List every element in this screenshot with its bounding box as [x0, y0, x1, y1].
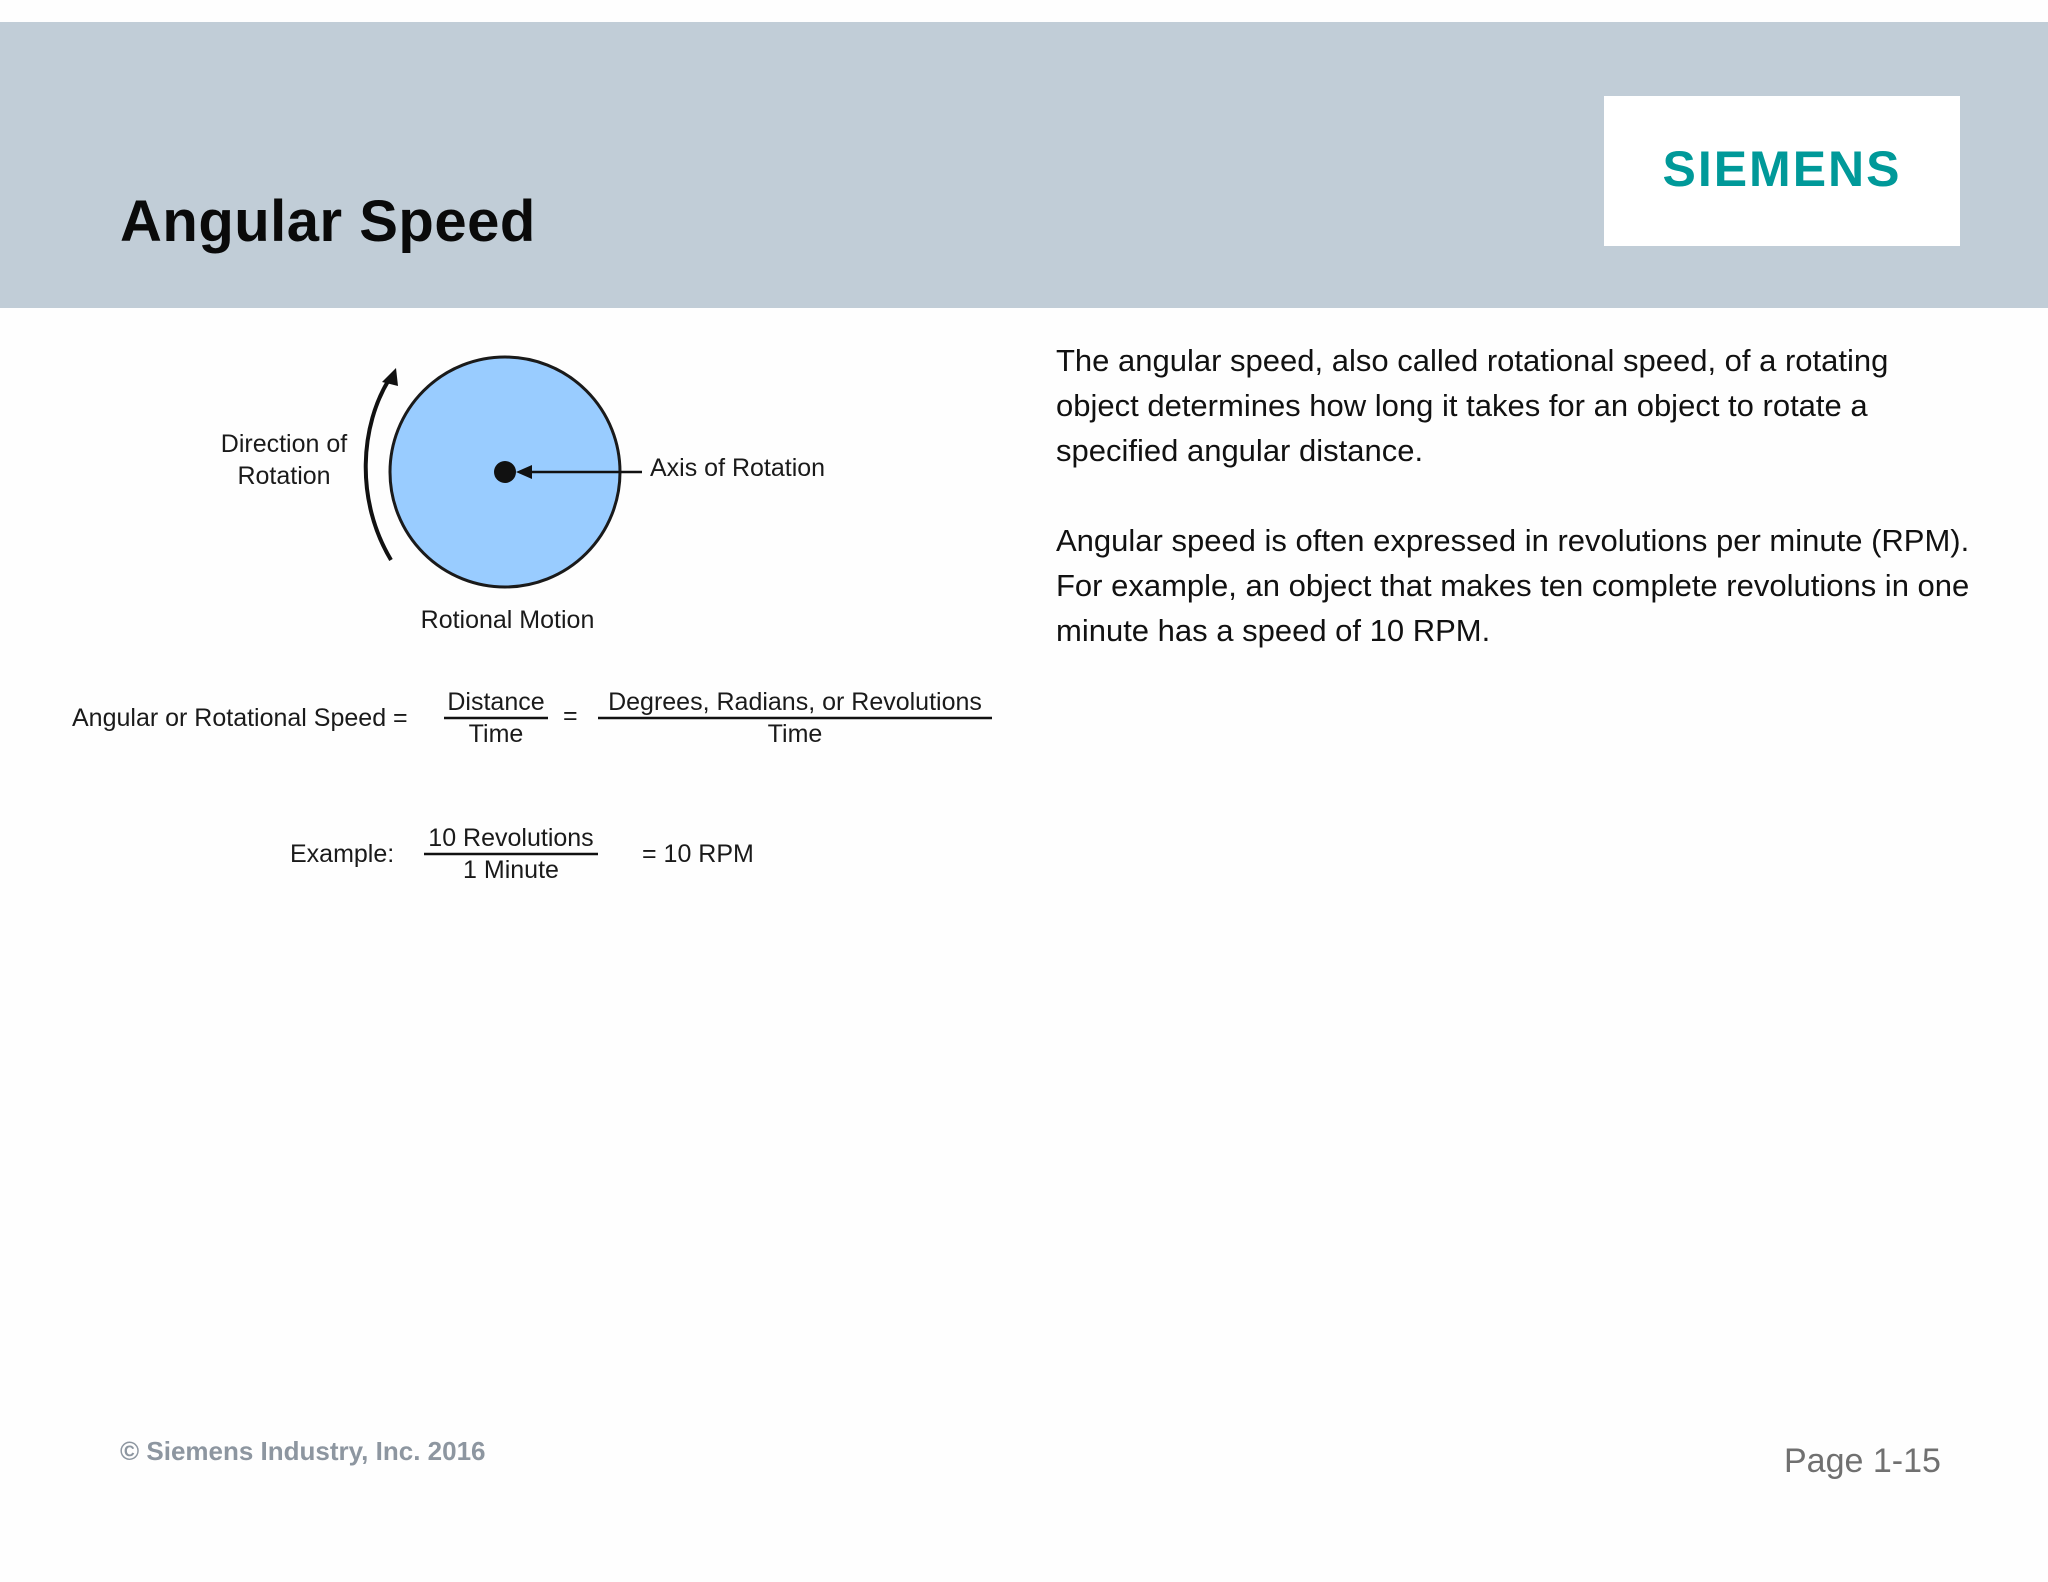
- example-denominator: 1 Minute: [463, 856, 559, 884]
- body-paragraph-2: Angular speed is often expressed in revolutions per minute (RPM). For example, an object that makes ten complete revolutions in one minute has a speed of 10 RPM.: [1056, 523, 1970, 648]
- body-text: [1056, 338, 1976, 698]
- direction-label-line2: Rotation: [237, 462, 331, 490]
- rotation-arrowhead-icon: [382, 368, 398, 386]
- formula-lhs: Angular or Rotational Speed =: [72, 704, 408, 732]
- formula-equals: =: [563, 702, 578, 730]
- example-numerator: 10 Revolutions: [428, 824, 594, 852]
- axis-dot: [494, 461, 516, 483]
- logo-wordmark: SIEMENS: [1662, 141, 1902, 197]
- footer-page-number: Page 1-15: [1784, 1442, 1941, 1480]
- rotation-diagram: [0, 320, 1040, 920]
- siemens-logo: [1604, 96, 1960, 246]
- rotation-direction-arc: [366, 378, 391, 560]
- formula-denominator-2: Time: [767, 720, 823, 748]
- footer-copyright: © Siemens Industry, Inc. 2016: [120, 1436, 486, 1466]
- body-paragraph-1: The angular speed, also called rotational speed, of a rotating object determines how long it takes for an object to rotate a specified angular distance.: [1056, 343, 1889, 468]
- direction-label-line1: Direction of: [220, 430, 348, 458]
- formula-numerator-1: Distance: [447, 688, 545, 716]
- page-title: Angular Speed: [120, 189, 536, 254]
- axis-label: Axis of Rotation: [650, 454, 826, 482]
- formula-denominator-1: Time: [468, 720, 524, 748]
- formula-numerator-2: Degrees, Radians, or Revolutions: [608, 688, 982, 716]
- example-label: Example:: [290, 840, 395, 868]
- diagram-caption: Rotional Motion: [420, 606, 595, 634]
- example-result: = 10 RPM: [642, 840, 754, 868]
